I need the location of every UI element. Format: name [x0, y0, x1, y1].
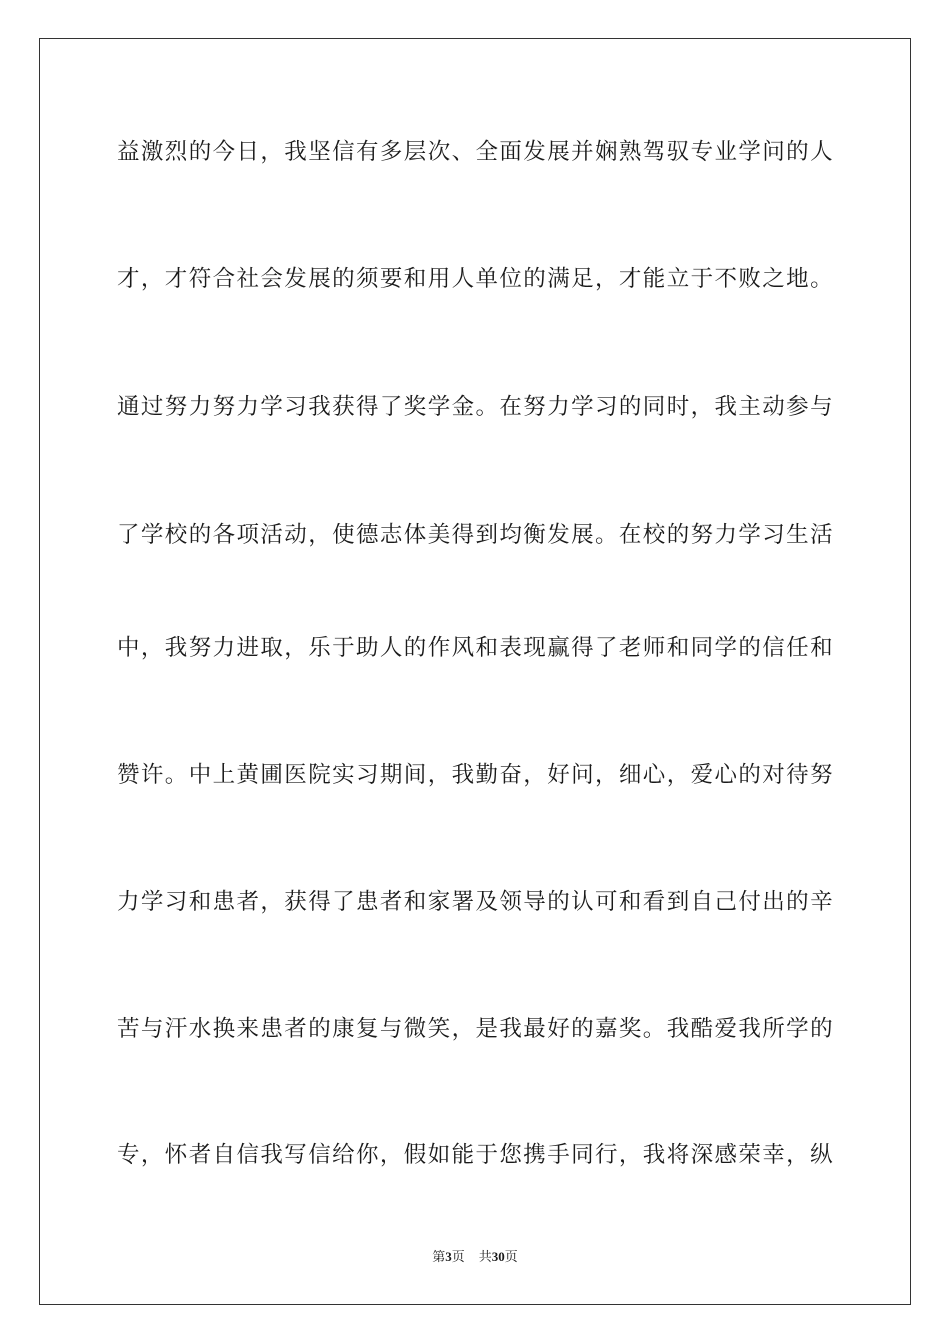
- text-line: 专，怀者自信我写信给你，假如能于您携手同行，我将深感荣幸，纵: [117, 1142, 833, 1168]
- text-line: 了学校的各项活动，使德志体美得到均衡发展。在校的努力学习生活: [117, 522, 833, 548]
- total-label-prefix: 共: [478, 1250, 492, 1265]
- page-label-suffix: 页: [451, 1250, 465, 1265]
- text-line: 力学习和患者，获得了患者和家署及领导的认可和看到自己付出的辛: [117, 889, 833, 915]
- text-line: 赞许。中上黄圃医院实习期间，我勤奋，好问，细心，爱心的对待努: [117, 762, 833, 788]
- total-pages: 30: [491, 1249, 505, 1264]
- page-number: 3: [445, 1249, 452, 1264]
- total-label-suffix: 页: [504, 1250, 518, 1265]
- page-border: [39, 38, 911, 1305]
- text-line: 才，才符合社会发展的须要和用人单位的满足，才能立于不败之地。: [117, 266, 833, 292]
- text-line: 苦与汗水换来患者的康复与微笑，是我最好的嘉奖。我酷爱我所学的: [117, 1016, 833, 1042]
- text-line: 通过努力努力学习我获得了奖学金。在努力学习的同时，我主动参与: [117, 394, 833, 420]
- text-line: 中，我努力进取，乐于助人的作风和表现赢得了老师和同学的信任和: [117, 635, 833, 661]
- page-label-prefix: 第: [432, 1250, 446, 1265]
- text-line: 益激烈的今日，我坚信有多层次、全面发展并娴熟驾驭专业学问的人: [117, 139, 833, 165]
- page-footer: [0, 1248, 950, 1267]
